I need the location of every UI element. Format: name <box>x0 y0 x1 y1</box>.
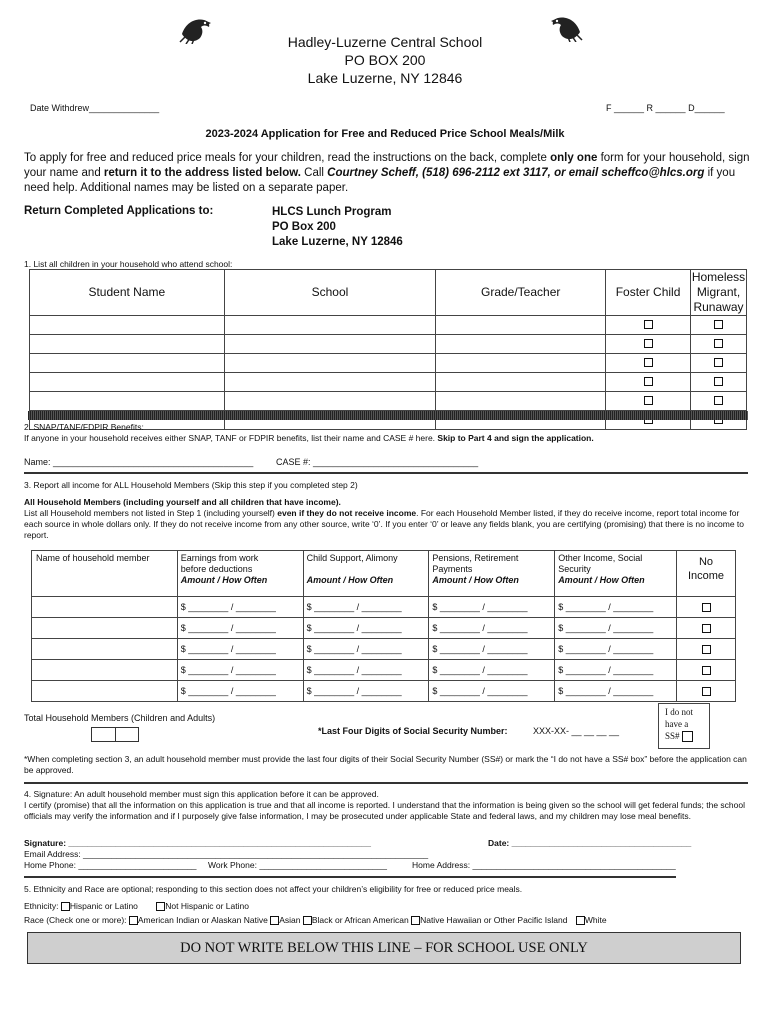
earnings-cell[interactable]: $ ________ / ________ <box>177 618 303 639</box>
race-asian-checkbox[interactable] <box>270 916 279 925</box>
student-row <box>30 335 747 354</box>
checkbox-cell <box>606 316 691 335</box>
checkbox-cell <box>690 392 746 411</box>
section4-label: 4. Signature: An adult household member must sign this application before it can be approved. <box>24 789 379 799</box>
section-divider <box>24 876 676 878</box>
col-homeless: Homeless Migrant, Runaway <box>691 270 746 314</box>
checkbox-cell <box>690 335 746 354</box>
student-name-cell[interactable] <box>30 316 225 335</box>
grade-teacher-cell[interactable] <box>436 335 606 354</box>
grade-teacher-cell[interactable] <box>436 392 606 411</box>
return-label: Return Completed Applications to: <box>24 205 214 217</box>
no-income-checkbox[interactable] <box>702 687 711 696</box>
school-po-box: PO BOX 200 <box>344 52 426 68</box>
foster-child-checkbox[interactable] <box>644 320 653 329</box>
no-income-checkbox[interactable] <box>702 645 711 654</box>
section4-text: I certify (promise) that all the information on this application is true and that all income is reported. I understand that the information is being given so the school will get federal funds; the school officials may verify the information and if I purposely give false information, I may be prosecuted under applicable State and federal laws, and my children may lose meal benefits. <box>24 800 746 821</box>
school-cell[interactable] <box>224 316 436 335</box>
checkbox-cell <box>690 373 746 392</box>
return-address: HLCS Lunch Program PO Box 200 Lake Luzerne, NY 12846 <box>272 206 403 248</box>
checkbox-cell <box>677 618 736 639</box>
grade-teacher-cell[interactable] <box>436 354 606 373</box>
other-income-cell[interactable]: $ ________ / ________ <box>555 660 677 681</box>
student-row <box>30 354 747 373</box>
home-address-field[interactable]: Home Address: ___________________________________________ <box>412 860 676 870</box>
race-row: Race (Check one or more): American Indian or Alaskan Native Asian Black or African American Native Hawaiian or Other Pacific Island White <box>24 915 607 925</box>
school-cell[interactable] <box>224 373 436 392</box>
student-row <box>30 316 747 335</box>
snap-case-field[interactable]: CASE #: _________________________________ <box>276 457 479 467</box>
student-name-cell[interactable] <box>30 354 225 373</box>
checkbox-cell <box>677 597 736 618</box>
student-name-cell[interactable] <box>30 392 225 411</box>
checkbox-cell <box>606 373 691 392</box>
income-table <box>31 550 736 702</box>
pensions-cell[interactable]: $ ________ / ________ <box>429 597 555 618</box>
checkbox-cell <box>677 681 736 702</box>
homeless-checkbox[interactable] <box>714 339 723 348</box>
checkbox-cell <box>606 335 691 354</box>
other-income-cell[interactable]: $ ________ / ________ <box>555 597 677 618</box>
col-no-income: No Income <box>677 551 736 597</box>
ssn-label: *Last Four Digits of Social Security Number: <box>318 726 508 736</box>
col-pensions: Pensions, Retirement Payments Amount / How Often <box>429 551 555 597</box>
section2-label: 2. SNAP/TANF/FDPIR Benefits: <box>24 422 144 432</box>
signature-field[interactable]: Signature: ________________________________________________________________ <box>24 838 371 848</box>
checkbox-cell <box>677 639 736 660</box>
foster-child-checkbox[interactable] <box>644 358 653 367</box>
ssn-input[interactable]: XXX-XX- __ __ __ __ <box>533 726 620 736</box>
homeless-checkbox[interactable] <box>714 377 723 386</box>
students-table <box>29 269 747 430</box>
school-use-banner: DO NOT WRITE BELOW THIS LINE – FOR SCHOOL USE ONLY <box>27 932 741 964</box>
member-name-cell[interactable] <box>32 681 178 702</box>
child-support-cell[interactable]: $ ________ / ________ <box>303 681 429 702</box>
checkbox-cell <box>606 392 691 411</box>
col-school: School <box>224 270 436 316</box>
child-support-cell[interactable]: $ ________ / ________ <box>303 597 429 618</box>
date-withdrew-field[interactable]: Date Withdrew______________ <box>30 103 160 113</box>
pensions-cell[interactable]: $ ________ / ________ <box>429 660 555 681</box>
school-name: Hadley-Luzerne Central School <box>287 34 483 50</box>
income-row <box>32 681 736 702</box>
race-white-checkbox[interactable] <box>576 916 585 925</box>
income-row <box>32 639 736 660</box>
no-income-checkbox[interactable] <box>702 666 711 675</box>
member-name-cell[interactable] <box>32 618 178 639</box>
member-name-cell[interactable] <box>32 639 178 660</box>
section3-note: *When completing section 3, an adult household member must provide the last four digits of their Social Security Number (SS#) or mark the “I do not have a SS# box” before the application can be approved. <box>24 754 747 775</box>
section-divider <box>24 472 748 474</box>
hispanic-checkbox[interactable] <box>61 902 70 911</box>
total-members-label: Total Household Members (Children and Adults) <box>24 713 216 723</box>
pensions-cell[interactable]: $ ________ / ________ <box>429 639 555 660</box>
income-row <box>32 660 736 681</box>
total-members-input[interactable] <box>91 727 139 742</box>
student-name-cell[interactable] <box>30 335 225 354</box>
form-title: 2023-2024 Application for Free and Reduced Price School Meals/Milk <box>205 128 565 140</box>
foster-child-checkbox[interactable] <box>644 396 653 405</box>
section-divider <box>28 411 748 420</box>
member-name-cell[interactable] <box>32 660 178 681</box>
foster-child-checkbox[interactable] <box>644 377 653 386</box>
col-household-member: Name of household member <box>32 551 178 597</box>
section-divider <box>24 782 748 784</box>
homeless-checkbox[interactable] <box>714 396 723 405</box>
no-income-checkbox[interactable] <box>702 603 711 612</box>
checkbox-cell <box>690 354 746 373</box>
section2-text: If anyone in your household receives either SNAP, TANF or FDPIR benefits, list their name and CASE # here. Skip to Part 4 and sign the application. <box>24 433 594 443</box>
col-earnings: Earnings from work before deductions Amount / How Often <box>177 551 303 597</box>
col-student-name: Student Name <box>30 270 225 316</box>
earnings-cell[interactable]: $ ________ / ________ <box>177 597 303 618</box>
section1-label: 1. List all children in your household who attend school: <box>24 259 233 269</box>
no-income-checkbox[interactable] <box>702 624 711 633</box>
grade-teacher-cell[interactable] <box>436 373 606 392</box>
no-ssn-checkbox[interactable] <box>682 731 693 742</box>
earnings-cell[interactable]: $ ________ / ________ <box>177 681 303 702</box>
income-row <box>32 597 736 618</box>
ethnicity-row: Ethnicity: Hispanic or Latino Not Hispanic or Latino <box>24 901 249 911</box>
student-name-cell[interactable] <box>30 373 225 392</box>
section3-text: List all Household members not listed in Step 1 (including yourself) even if they do not receive income. For each Household Member listed, if they do receive income, report total income for each source in whole dollars only. If they do not receive income from any other source, write ‘0’. If you enter ‘0’ or leave any fields blank, you are certifying (promising) that there is no income to report. <box>24 508 745 540</box>
earnings-cell[interactable]: $ ________ / ________ <box>177 660 303 681</box>
intro-paragraph: To apply for free and reduced price meals for your children, read the instructions on the back, complete only one form for your household, sign your name and return it to the address listed below. Call Courtney Scheff, (518) 696-2112 ext 3117, or email scheffco@hlcs.org if you need help. Additional names may be listed on a separate paper. <box>24 152 750 194</box>
school-cell[interactable] <box>224 335 436 354</box>
other-income-cell[interactable]: $ ________ / ________ <box>555 681 677 702</box>
section3-label: 3. Report all income for ALL Household Members (Skip this step if you completed step 2) <box>24 480 358 490</box>
member-name-cell[interactable] <box>32 597 178 618</box>
col-child-support: Child Support, Alimony Amount / How Often <box>303 551 429 597</box>
office-codes-field[interactable]: F ______ R ______ D______ <box>606 103 725 113</box>
section3-all-members: All Household Members (including yourself and all children that have income). <box>24 497 341 507</box>
other-income-cell[interactable]: $ ________ / ________ <box>555 639 677 660</box>
col-grade-teacher: Grade/Teacher <box>436 270 606 316</box>
race-american-indian-checkbox[interactable] <box>129 916 138 925</box>
no-ssn-box: I do not have a SS# <box>658 703 710 749</box>
earnings-cell[interactable]: $ ________ / ________ <box>177 639 303 660</box>
pensions-cell[interactable]: $ ________ / ________ <box>429 618 555 639</box>
other-income-cell[interactable]: $ ________ / ________ <box>555 618 677 639</box>
home-phone-field[interactable]: Home Phone: _________________________ <box>24 860 197 870</box>
checkbox-cell <box>606 354 691 373</box>
race-native-hawaiian-checkbox[interactable] <box>411 916 420 925</box>
homeless-checkbox[interactable] <box>714 320 723 329</box>
foster-child-checkbox[interactable] <box>644 339 653 348</box>
grade-teacher-cell[interactable] <box>436 316 606 335</box>
not-hispanic-checkbox[interactable] <box>156 902 165 911</box>
col-foster-child: Foster Child <box>606 270 691 316</box>
child-support-cell[interactable]: $ ________ / ________ <box>303 639 429 660</box>
race-black-checkbox[interactable] <box>303 916 312 925</box>
school-city: Lake Luzerne, NY 12846 <box>307 70 463 86</box>
income-row <box>32 618 736 639</box>
school-cell[interactable] <box>224 392 436 411</box>
school-cell[interactable] <box>224 354 436 373</box>
snap-name-field[interactable]: Name: ________________________________________ <box>24 457 254 467</box>
date-field[interactable]: Date: ______________________________________ <box>488 838 692 848</box>
section5-label: 5. Ethnicity and Race are optional; responding to this section does not affect your children’s eligibility for free or reduced price meals. <box>24 884 523 894</box>
student-row <box>30 392 747 411</box>
checkbox-cell <box>677 660 736 681</box>
child-support-cell[interactable]: $ ________ / ________ <box>303 618 429 639</box>
checkbox-cell <box>690 316 746 335</box>
pensions-cell[interactable]: $ ________ / ________ <box>429 681 555 702</box>
email-field[interactable]: Email Address: _________________________________________________________________________ <box>24 849 429 859</box>
homeless-checkbox[interactable] <box>714 358 723 367</box>
child-support-cell[interactable]: $ ________ / ________ <box>303 660 429 681</box>
work-phone-field[interactable]: Work Phone: ___________________________ <box>208 860 387 870</box>
student-row <box>30 373 747 392</box>
col-other-income: Other Income, Social Security Amount / How Often <box>555 551 677 597</box>
